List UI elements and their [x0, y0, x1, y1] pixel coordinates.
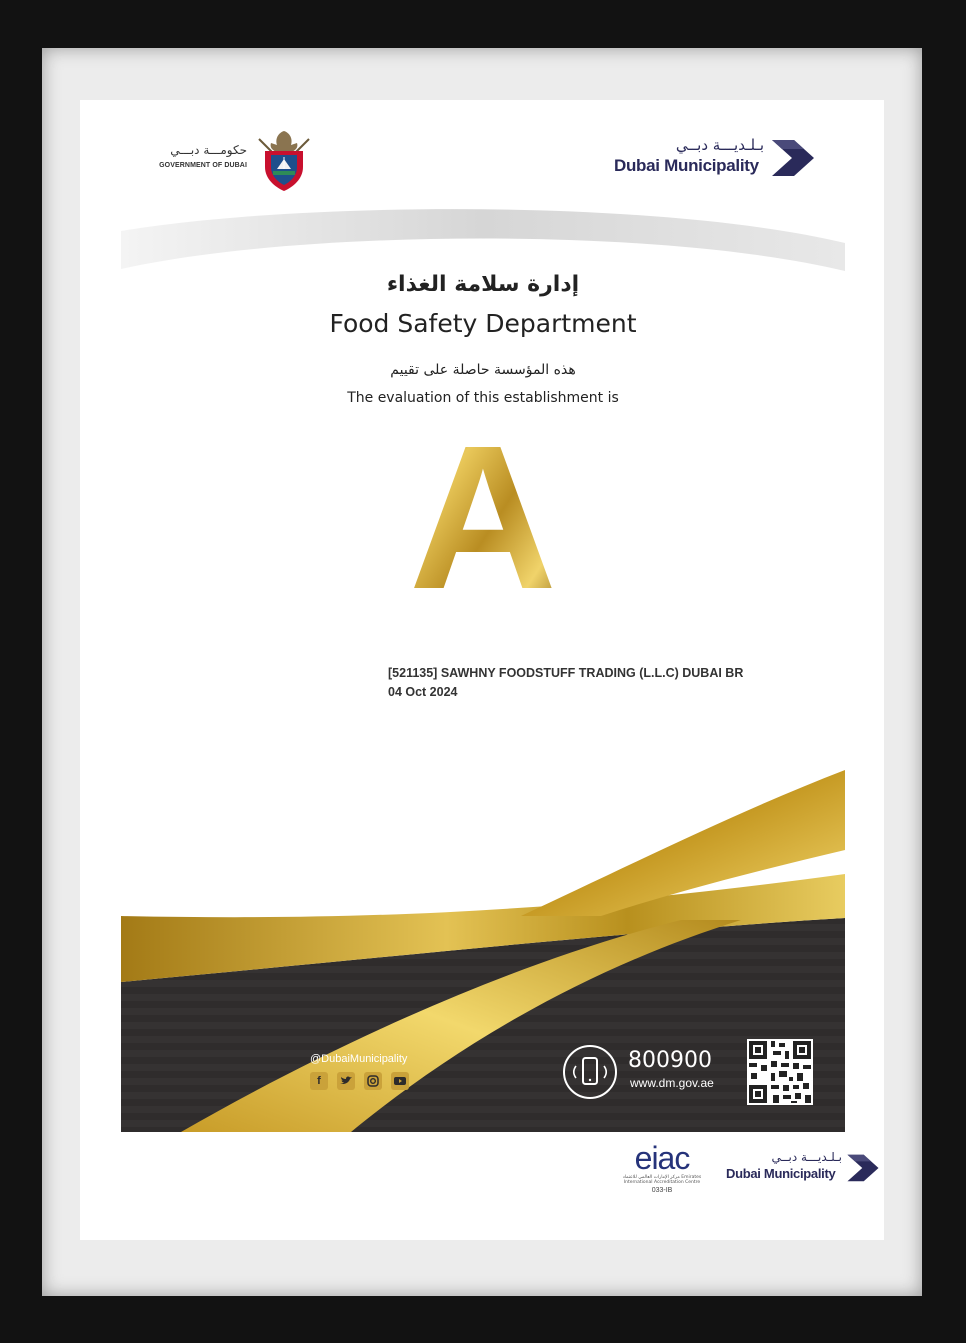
- decorative-top-arc: [121, 205, 845, 275]
- facebook-icon[interactable]: f: [310, 1072, 328, 1090]
- instagram-icon[interactable]: [364, 1072, 382, 1090]
- dubai-municipality-logo-footer: [726, 1150, 881, 1186]
- dm-logo-arabic: بـلـديـــة دبــي: [675, 136, 764, 154]
- dm-logo-english: Dubai Municipality: [614, 156, 759, 175]
- dubai-emblem-icon: [251, 125, 317, 193]
- dm-footer-arabic: بـلـديـــة دبــي: [771, 1150, 842, 1164]
- social-icons: [310, 1072, 410, 1092]
- dubai-municipality-logo: [612, 136, 817, 181]
- twitter-icon[interactable]: [337, 1072, 355, 1090]
- evaluation-text: The evaluation of this establishment is: [347, 390, 619, 406]
- eiac-code: 033-IB: [651, 1187, 673, 1194]
- eiac-subtitle: مركز الإمارات العالمي للاعتماد Emirates International Accreditation Centre: [622, 1175, 702, 1185]
- grade-text: A: [408, 432, 558, 592]
- youtube-icon[interactable]: [391, 1072, 409, 1090]
- department-title: Food Safety Department: [329, 309, 637, 338]
- department-title-arabic: إدارة سلامة الغذاء: [386, 272, 580, 297]
- dm-footer-chevron-icon: [846, 1153, 880, 1183]
- eiac-logo: [612, 1141, 712, 1199]
- evaluation-text-arabic: هذه المؤسسة حاصلة على تقييم: [390, 362, 576, 378]
- phone-icon: [562, 1044, 618, 1100]
- gov-logo-arabic: حكومـــة دبـــي: [170, 143, 247, 157]
- qr-code-icon[interactable]: [747, 1039, 813, 1105]
- social-handle: @DubaiMunicipality: [310, 1053, 408, 1065]
- government-of-dubai-logo: [155, 125, 320, 195]
- grade-letter: [400, 432, 566, 592]
- establishment-name: [521135] SAWHNY FOODSTUFF TRADING (L.L.C) DUBAI BR: [388, 666, 744, 680]
- dm-chevron-icon: [770, 138, 816, 178]
- eiac-wordmark: eiac: [634, 1140, 690, 1176]
- certificate-date: 04 Oct 2024: [388, 685, 458, 699]
- dm-footer-english: Dubai Municipality: [726, 1166, 836, 1181]
- website-link[interactable]: www.dm.gov.ae: [630, 1076, 714, 1090]
- footer-banner: [121, 770, 845, 1132]
- phone-number[interactable]: 800900: [628, 1048, 712, 1073]
- gov-logo-english: GOVERNMENT OF DUBAI: [159, 162, 247, 169]
